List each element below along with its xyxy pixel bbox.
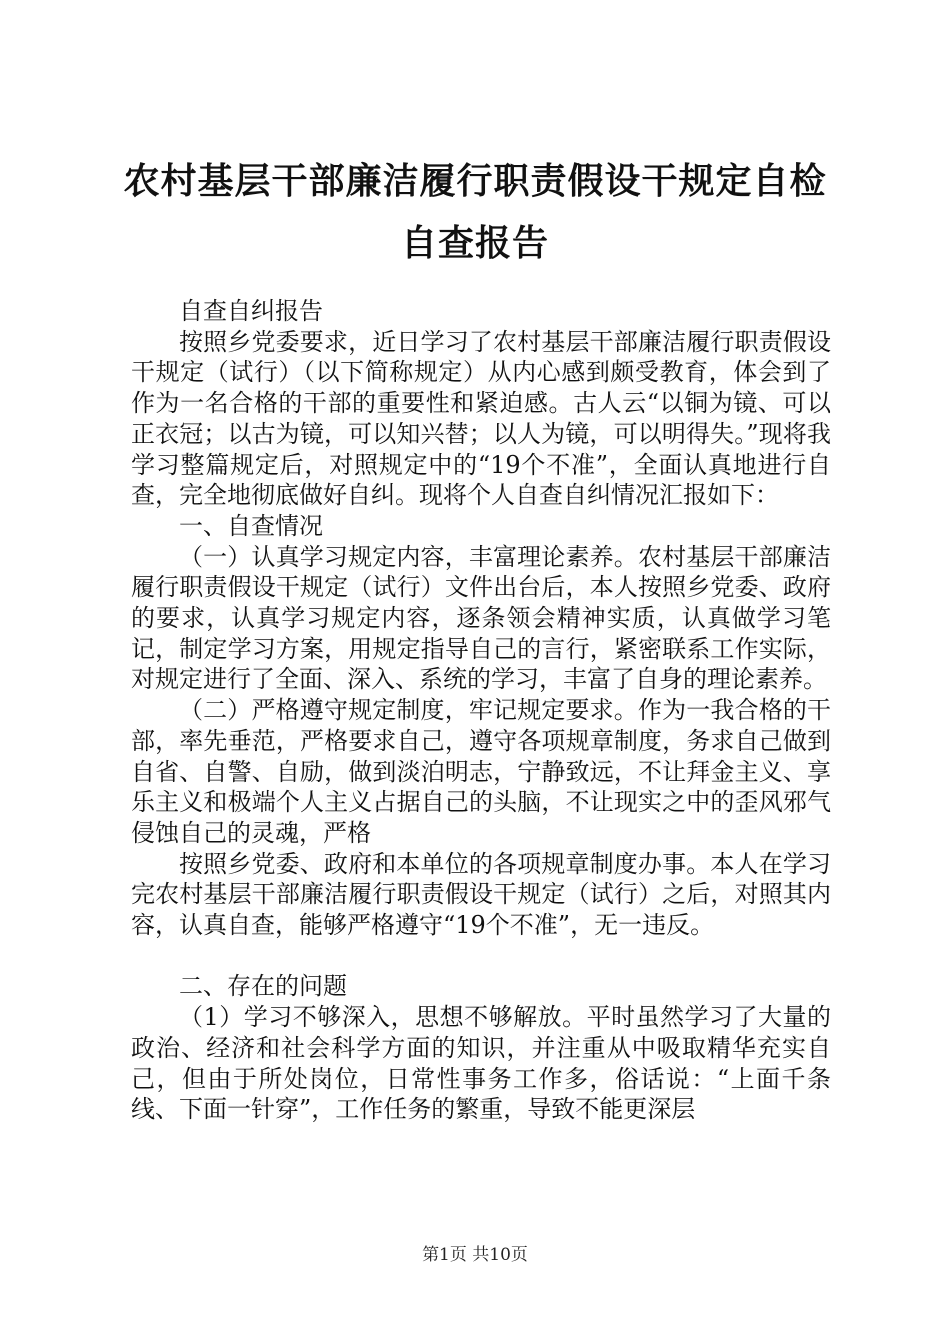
- document-title: 农村基层干部廉洁履行职责假设干规定自检自查报告: [123, 160, 827, 264]
- document-body: [131, 296, 831, 1125]
- section-heading-problems: 二、存在的问题: [179, 972, 347, 1001]
- paragraph-follow-regulations: 按照乡党委、政府和本单位的各项规章制度办事。本人在学习完农村基层干部廉洁履行职责假设干规定（试行）之后，对照其内容，认真自查，能够严格遵守“19个不准”，无一违反。: [131, 849, 831, 940]
- page-footer: 第1页 共10页: [422, 1245, 528, 1265]
- subtitle-paragraph: 自查自纠报告: [179, 297, 323, 325]
- section-heading-self-check: 一、自查情况: [179, 511, 323, 540]
- paragraph-gap: [131, 941, 831, 972]
- paragraph-obey-rules: （二）严格遵守规定制度，牢记规定要求。作为一我合格的干部，率先垂范，严格要求自己，遵守各项规章制度，务求自己做到自省、自警、自励，做到淡泊明志，宁静致远，不让拜金主义、享乐主义和极端个人主义占据自己的头脑，不让现实之中的歪风邪气侵蚀自己的灵魂，严格: [131, 696, 831, 847]
- paragraph-study-rules: （一）认真学习规定内容，丰富理论素养。农村基层干部廉洁履行职责假设干规定（试行）文件出台后，本人按照乡党委、政府的要求，认真学习规定内容，逐条领会精神实质，认真做学习笔记，制定学习方案，用规定指导自己的言行，紧密联系工作实际，对规定进行了全面、深入、系统的学习，丰富了自身的理论素养。: [131, 542, 831, 694]
- paragraph-problem-1: （1）学习不够深入，思想不够解放。平时虽然学习了大量的政治、经济和社会科学方面的知识，并注重从中吸取精华充实自己，但由于所处岗位，日常性事务工作多，俗话说：“上面千条线、下面一针穿”，工作任务的繁重，导致不能更深层: [131, 1003, 831, 1124]
- intro-paragraph: 按照乡党委要求，近日学习了农村基层干部廉洁履行职责假设干规定（试行）（以下简称规定）从内心感到颇受教育，体会到了作为一名合格的干部的重要性和紧迫感。古人云“以铜为镜、可以正衣冠；以古为镜，可以知兴替；以人为镜，可以明得失。”现将我学习整篇规定后，对照规定中的“19个不准”，全面认真地进行自查，完全地彻底做好自纠。现将个人自查自纠情况汇报如下：: [131, 327, 831, 510]
